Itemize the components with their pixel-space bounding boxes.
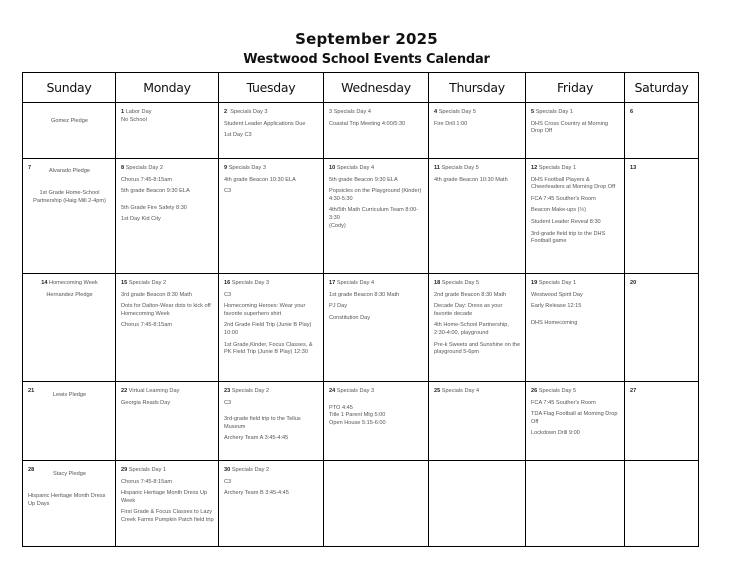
event: Archery Team A 3:45-4:45 <box>224 435 289 442</box>
day-cell <box>324 382 429 461</box>
event: First Grade & Focus Classes to Lazy Creek Farms Pumpkin Patch field trip <box>121 509 214 523</box>
event: Specials Day 1 <box>128 467 167 473</box>
event: Homecoming Week <box>49 280 98 286</box>
event: Constitution Day <box>329 314 371 321</box>
event: Dots for Dalton-Wear dots to kick off Homecoming Week <box>121 303 211 317</box>
day-cell <box>526 103 625 159</box>
event: Westwood Spirit Day <box>531 291 583 298</box>
event: Labor Day <box>125 109 152 115</box>
event: Specials Day 5 <box>441 165 479 171</box>
event: Early Release 12:15 <box>531 303 582 310</box>
day-number: 29 <box>121 467 128 473</box>
calendar-grid <box>22 72 699 547</box>
event: Specials Day 4 <box>336 165 375 171</box>
week-row <box>23 461 699 547</box>
weekday-header-friday: Friday <box>526 73 625 103</box>
day-number: 3 <box>329 109 333 115</box>
week-row <box>23 274 699 382</box>
day-cell <box>219 103 324 159</box>
day-number: 11 <box>434 165 440 171</box>
week-row <box>23 103 699 159</box>
event: Specials Day 3 <box>230 109 268 115</box>
day-number: 16 <box>224 280 231 286</box>
weekday-header-saturday: Saturday <box>625 73 699 103</box>
event: 4th grade Beacon 10:30 Math <box>434 176 508 183</box>
day-cell <box>116 382 219 461</box>
day-number: 2 <box>224 109 228 115</box>
event: Decade Day: Dress as your favorite decade <box>434 303 503 317</box>
day-number: 17 <box>329 280 336 286</box>
day-cell <box>429 103 526 159</box>
event: FCA 7:45 Souther's Room <box>531 399 596 406</box>
event: 2nd Grade Field Trip (Junie B Play) 10:00 <box>224 322 312 336</box>
event: 4th Home-School Partnership, 2:30-4:00, playground <box>434 322 509 336</box>
day-number: 24 <box>329 388 336 394</box>
event: Specials Day 5 <box>438 109 476 115</box>
event: Gomez Pledge <box>50 118 88 124</box>
day-number: 23 <box>224 388 231 394</box>
day-cell <box>625 461 699 547</box>
day-number: 12 <box>531 165 538 171</box>
day-cell <box>116 274 219 382</box>
event: 1st Day Kid City <box>121 216 161 223</box>
calendar-month-title: September 2025 <box>295 30 438 48</box>
event: 4th/5th Math Curriculum Team 8:00-3:30 <box>329 207 419 221</box>
day-cell <box>324 159 429 274</box>
day-cell <box>23 103 116 159</box>
event: DHS Cross Country at Morning Drop Off <box>531 120 609 135</box>
day-number: 6 <box>630 109 634 115</box>
event: 1st Grade Home-School Partnership (Haig Mill 2-4pm) <box>33 190 106 204</box>
day-cell <box>625 103 699 159</box>
day-number: 20 <box>630 280 637 286</box>
event: C3 <box>224 478 232 485</box>
event: Hernandez Pledge <box>46 291 93 298</box>
event: Chorus 7:45-8:15am <box>121 176 172 183</box>
day-cell <box>324 274 429 382</box>
event: Archery Team B 3:45-4:45 <box>224 490 289 497</box>
event: Title 1 Parent Mtg 5:00 <box>329 412 386 419</box>
event: Specials Day 3 <box>336 388 375 394</box>
day-cell <box>429 274 526 382</box>
event: Chorus 7:45-8:15am <box>121 322 172 329</box>
event: Fire Drill 1:00 <box>434 120 468 127</box>
event: PJ Day <box>329 303 348 310</box>
day-cell <box>116 461 219 547</box>
weekday-header-thursday: Thursday <box>429 73 526 103</box>
day-cell <box>219 461 324 547</box>
day-cell <box>625 274 699 382</box>
event: TDA Flag Football at Morning Drop Off <box>531 411 618 425</box>
day-cell <box>429 461 526 547</box>
day-cell <box>429 159 526 274</box>
event: Homecoming Heroes: Wear your favorite superhero shirt <box>224 303 306 317</box>
day-cell <box>625 159 699 274</box>
event: 3rd-grade field trip to the DHS Football game <box>531 230 606 245</box>
day-number: 28 <box>28 467 35 473</box>
day-cell <box>324 461 429 547</box>
event: Specials Day 5 <box>538 388 577 394</box>
event: Specials Day 4 <box>336 280 375 286</box>
event: 1st grade Beacon 8:30 Math <box>329 291 400 298</box>
event: Alvarado Pledge <box>48 167 91 174</box>
event: Specials Day 1 <box>538 280 577 286</box>
event: Specials Day 3 <box>228 165 266 171</box>
day-cell <box>23 274 116 382</box>
day-cell <box>219 274 324 382</box>
day-number: 8 <box>121 165 125 171</box>
event: Open House 5:15-6:00 <box>329 419 386 426</box>
week-row <box>23 382 699 461</box>
event: FCA 7:45 Souther's Room <box>531 195 596 202</box>
event: Specials Day 2 <box>231 388 270 394</box>
event: Hispanic Heritage Month Dress Up Week <box>121 490 208 504</box>
event: DHS Homecoming <box>531 319 578 326</box>
event: Specials Day 1 <box>535 109 573 115</box>
day-cell <box>23 461 116 547</box>
event: 5th Grade Fire Safety 8:30 <box>121 204 187 211</box>
event: C3 <box>224 291 232 298</box>
day-cell <box>116 159 219 274</box>
event: DHS Football Players & Cheerleaders at Morning Drop Off <box>531 176 616 191</box>
weekday-header-row <box>23 73 699 103</box>
day-number: 18 <box>434 280 441 286</box>
day-number: 26 <box>531 388 538 394</box>
day-cell <box>526 274 625 382</box>
day-number: 13 <box>630 165 637 171</box>
weekday-header-sunday: Sunday <box>23 73 116 103</box>
day-cell <box>429 382 526 461</box>
day-number: 25 <box>434 388 441 394</box>
event: Lockdown Drill 9:00 <box>531 430 580 437</box>
event: Stacy Pledge <box>53 470 86 477</box>
day-number: 1 <box>121 109 125 115</box>
day-cell <box>526 461 625 547</box>
day-number: 19 <box>531 280 538 286</box>
weekday-header-tuesday: Tuesday <box>219 73 324 103</box>
day-cell <box>219 382 324 461</box>
event: Specials Day 2 <box>128 280 167 286</box>
calendar-subtitle: Westwood School Events Calendar <box>243 52 490 67</box>
event: Student Leader Applications Due <box>224 120 306 127</box>
event: (Cody) <box>329 222 346 229</box>
event: Specials Day 1 <box>538 165 577 171</box>
event: 1st Day C3 <box>224 132 252 139</box>
event: Hispanic Heritage Month Dress Up Days <box>28 493 106 507</box>
event: 5th grade Beacon 9:30 ELA <box>121 188 190 195</box>
event: Virtual Learning Day <box>128 388 180 394</box>
event: 1st Grade,Kinder, Focus Classes, & PK Field Trip (Junie B Play) 12:30 <box>224 341 313 356</box>
event: Coastal Trip Meeting 4:00/5:30 <box>329 120 406 127</box>
day-number: 5 <box>531 109 535 115</box>
day-number: 22 <box>121 388 128 394</box>
week-row <box>23 159 699 274</box>
event: Specials Day 2 <box>231 467 270 473</box>
event: Georgia Reads Day <box>121 399 171 406</box>
event: C3 <box>224 188 232 195</box>
day-cell <box>23 159 116 274</box>
day-number: 10 <box>329 165 336 171</box>
day-number: 4 <box>434 109 438 115</box>
event: Specials Day 3 <box>231 280 270 286</box>
event: Popsicles on the Playground (Kinder) 4:30-5:30 <box>329 188 422 202</box>
event: 5th grade Beacon 9:30 ELA <box>329 176 398 183</box>
day-number: 14 <box>41 280 48 286</box>
event: No School <box>121 116 147 123</box>
day-cell <box>219 159 324 274</box>
event: 3rd grade Beacon 8:30 Math <box>121 291 192 298</box>
day-number: 30 <box>224 467 231 473</box>
day-number: 7 <box>28 165 32 171</box>
event: Specials Day 2 <box>125 165 163 171</box>
event: Specials Day 4 <box>441 388 480 394</box>
day-cell <box>625 382 699 461</box>
event: 4th grade Beacon 10:30 ELA <box>224 176 296 183</box>
event: Student Leader Reveal 8:30 <box>531 218 601 225</box>
day-cell <box>23 382 116 461</box>
day-number: 21 <box>28 388 35 394</box>
event: 3rd-grade field trip to the Tellus Museum <box>224 416 301 430</box>
day-cell <box>526 159 625 274</box>
weekday-header-wednesday: Wednesday <box>324 73 429 103</box>
event: 2nd grade Beacon 8:30 Math <box>434 291 507 298</box>
event: Beacon Make-ups (½) <box>531 207 587 214</box>
day-cell <box>324 103 429 159</box>
event: Specials Day 4 <box>333 109 371 115</box>
event: Chorus 7:45-8:15am <box>121 478 172 485</box>
event: Lewis Pledge <box>52 391 87 398</box>
day-number: 15 <box>121 280 128 286</box>
day-cell <box>526 382 625 461</box>
event: Pre-k Sweets and Sunshine on the playground 5-6pm <box>434 341 521 356</box>
event: Specials Day 5 <box>441 280 480 286</box>
day-number: 27 <box>630 388 637 394</box>
event: C3 <box>224 399 232 406</box>
weekday-header-monday: Monday <box>116 73 219 103</box>
day-number: 9 <box>224 165 228 171</box>
day-cell <box>116 103 219 159</box>
event: PTO 4:45 <box>329 404 353 411</box>
